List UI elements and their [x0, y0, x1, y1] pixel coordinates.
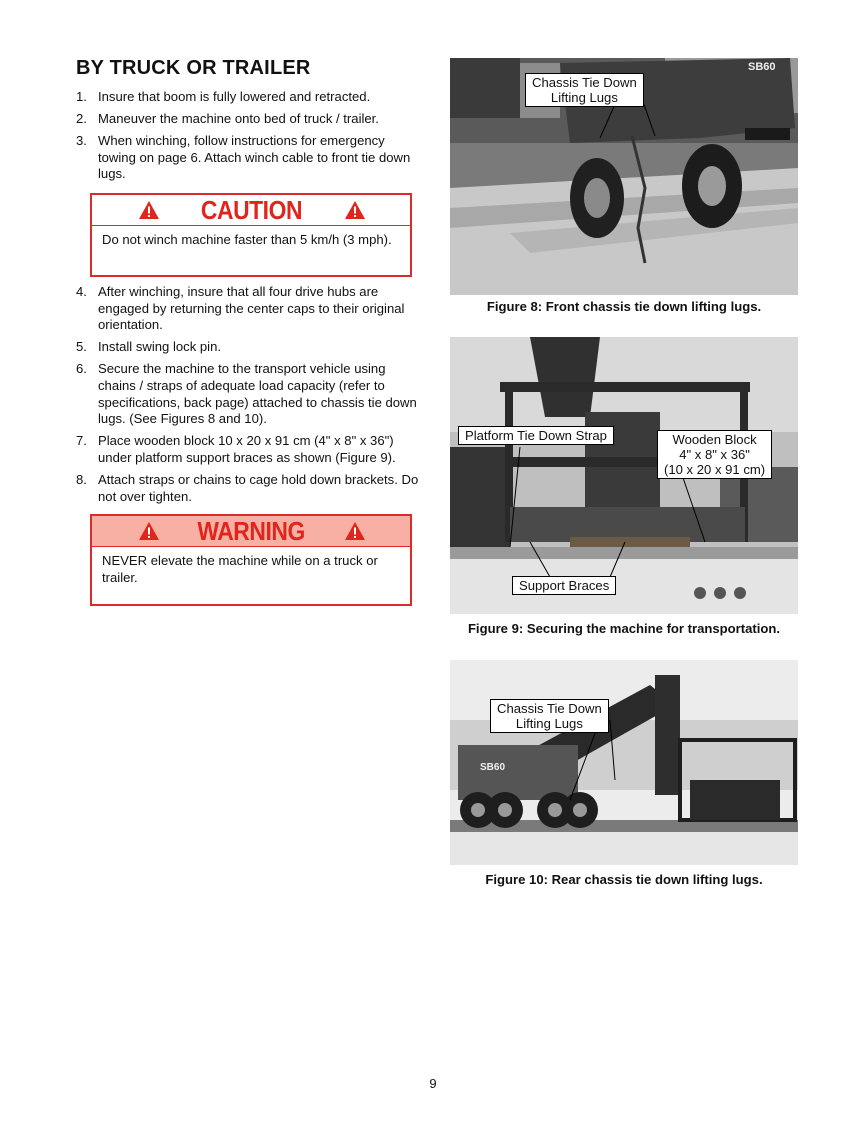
- callout-line: 4" x 8" x 36": [679, 447, 750, 462]
- step-number: 8.: [76, 471, 87, 487]
- figure-10-photo: [450, 660, 798, 865]
- warning-text: NEVER elevate the machine while on a truck or trailer.: [102, 553, 378, 585]
- list-item: [76, 133, 421, 183]
- callout-platform-tie-down-strap: Platform Tie Down Strap: [458, 426, 614, 445]
- step-text: After winching, insure that all four drive hubs are engaged by returning the center caps to their original orientation.: [98, 284, 405, 333]
- step-number: 3.: [76, 133, 87, 149]
- photo-machine-marking: SB60: [748, 61, 776, 73]
- figure-9-caption: Figure 9: Securing the machine for transportation.: [467, 621, 781, 636]
- figure-10-caption: Figure 10: Rear chassis tie down lifting lugs.: [485, 872, 763, 887]
- step-number: 6.: [76, 361, 87, 377]
- step-number: 7.: [76, 433, 87, 449]
- page-number: 9: [429, 1076, 437, 1091]
- warning-triangle-icon: [344, 521, 366, 541]
- instruction-list-b: [76, 284, 421, 505]
- callout-chassis-tie-down-lugs: [490, 699, 609, 733]
- callout-wooden-block: [657, 430, 772, 479]
- callout-line: Lifting Lugs: [550, 90, 618, 105]
- warning-title: WARNING: [197, 515, 305, 546]
- callout-line: Wooden Block: [672, 432, 757, 447]
- list-item: [76, 472, 421, 505]
- step-text: When winching, follow instructions for emergency towing on page 6. Attach winch cable to front tie down lugs.: [98, 133, 411, 182]
- instruction-list-a: [76, 89, 421, 183]
- list-item: [76, 89, 421, 106]
- callout-line: (10 x 20 x 91 cm): [664, 462, 766, 477]
- list-item: [76, 284, 421, 334]
- caution-title: CAUTION: [200, 194, 302, 225]
- callout-line: Lifting Lugs: [515, 716, 583, 731]
- caution-text: Do not winch machine faster than 5 km/h (3 mph).: [102, 232, 392, 247]
- callout-chassis-tie-down-lugs: [525, 73, 644, 107]
- step-number: 5.: [76, 339, 87, 355]
- callout-line: Chassis Tie Down: [532, 75, 637, 90]
- warning-triangle-icon: [138, 200, 160, 220]
- warning-header: [92, 516, 410, 547]
- list-item: [76, 433, 421, 466]
- callout-line: Chassis Tie Down: [497, 701, 602, 716]
- step-number: 2.: [76, 111, 87, 127]
- caution-header: [92, 195, 410, 226]
- callout-support-braces: Support Braces: [512, 576, 616, 595]
- list-item: [76, 111, 421, 128]
- step-text: Secure the machine to the transport vehicle using chains / straps of adequate load capacity (refer to specifications, back page) attached to chassis tie down lugs. (See Figures 8 and 10).: [98, 361, 417, 427]
- photo-machine-marking: SB60: [480, 762, 506, 773]
- section-title: BY TRUCK OR TRAILER: [76, 57, 311, 79]
- figure-8-photo: [450, 58, 798, 295]
- step-text: Attach straps or chains to cage hold down brackets. Do not over tighten.: [98, 471, 419, 504]
- step-number: 1.: [76, 89, 87, 104]
- warning-box: [90, 514, 412, 606]
- step-text: Install swing lock pin.: [98, 339, 221, 355]
- warning-triangle-icon: [344, 200, 366, 220]
- step-number: 4.: [76, 284, 87, 299]
- figure-9-photo: [450, 337, 798, 614]
- list-item: [76, 339, 421, 356]
- warning-triangle-icon: [138, 521, 160, 541]
- list-item: [76, 361, 421, 427]
- step-text: Insure that boom is fully lowered and retracted.: [98, 89, 371, 104]
- step-text: Place wooden block 10 x 20 x 91 cm (4" x 8" x 36") under platform support braces as shown (Figure 9).: [98, 433, 396, 465]
- caution-box: [90, 193, 412, 277]
- figure-8-caption: Figure 8: Front chassis tie down lifting lugs.: [486, 299, 762, 314]
- step-text: Maneuver the machine onto bed of truck / trailer.: [98, 111, 379, 127]
